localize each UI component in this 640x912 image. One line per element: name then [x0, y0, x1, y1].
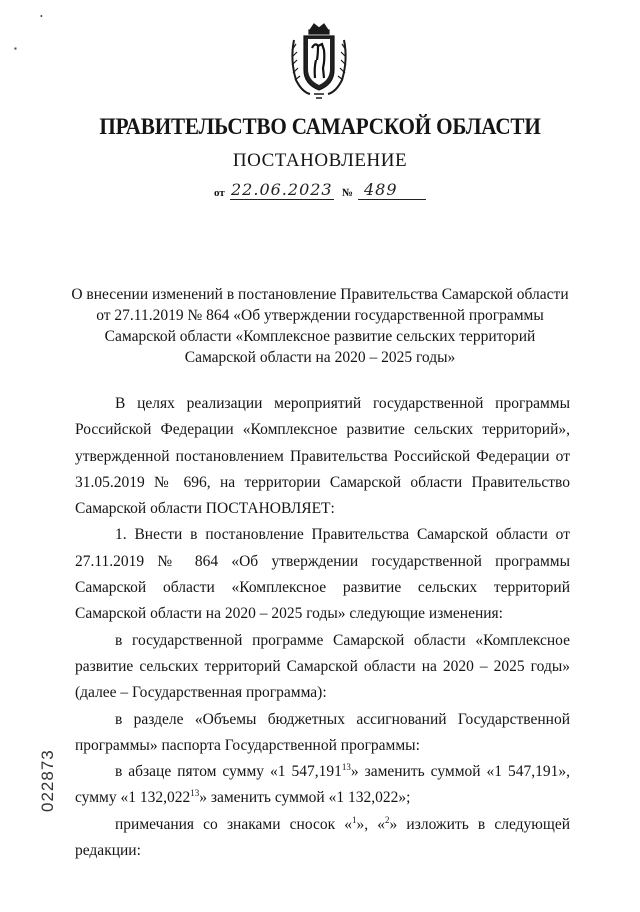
paragraph-section: в разделе «Объемы бюджетных ассигнований Государственной программы» паспорта Государственной программы: — [75, 710, 570, 754]
subject-line: Самарской области на 2020 – 2025 годы» — [184, 349, 456, 366]
subject-line: О внесении изменений в постановление Правительства Самарской области — [71, 286, 569, 303]
paragraph-item-1: 1. Внести в постановление Правительства Самарской области от 27.11.2019 № 864 «Об утверждении государственной программы Самарской области «Комплексное развитие сельских территорий Самарской области на 2020 – 2025 годы» следующие изменения: — [75, 526, 570, 623]
document-type: ПОСТАНОВЛЕНИЕ — [232, 150, 408, 171]
scan-mark: ▪ — [14, 44, 17, 53]
number-prefix: № — [342, 187, 354, 199]
handwritten-date: 22.06.2023 — [231, 180, 333, 199]
handwritten-number: 489 — [364, 180, 398, 199]
date-number-line — [214, 180, 444, 204]
decree-subject — [60, 284, 580, 368]
decree-body — [75, 391, 570, 864]
coat-of-arms-icon — [288, 20, 350, 102]
paragraph-footnotes: примечания со знаками сносок «$^1$», «$^2$» изложить в следующей редакции: — [75, 814, 570, 860]
serial-number: 022873 — [38, 749, 57, 812]
number-underline — [358, 199, 426, 200]
paragraph-program: в государственной программе Самарской области «Комплексное развитие сельских территорий Самарской области на 2020 – 2025 годы» (далее – Государственная программа): — [75, 631, 570, 702]
paragraph-amounts: в абзаце пятом сумму «1 547,191$^{13}$» заменить суммой «1 547,191», сумму «1 132,022$^{13}$» заменить суммой «1 132,022»; — [75, 762, 570, 807]
government-title: ПРАВИТЕЛЬСТВО САМАРСКОЙ ОБЛАСТИ — [99, 114, 541, 139]
subject-line: от 27.11.2019 № 864 «Об утверждении государственной программы — [96, 307, 544, 324]
scan-mark: • — [40, 12, 43, 21]
date-underline — [230, 199, 334, 200]
paragraph-preamble: В целях реализации мероприятий государственной программы Российской Федерации «Комплексное развитие сельских территорий», утвержденной постановлением Правительства Российской Федерации от 31.05.2019 № 696, на территории Самарской области Правительство Самарской области ПОСТАНОВЛЯЕТ: — [75, 395, 570, 518]
subject-line: Самарской области «Комплексное развитие сельских территорий — [104, 328, 536, 345]
date-prefix: от — [214, 187, 225, 199]
